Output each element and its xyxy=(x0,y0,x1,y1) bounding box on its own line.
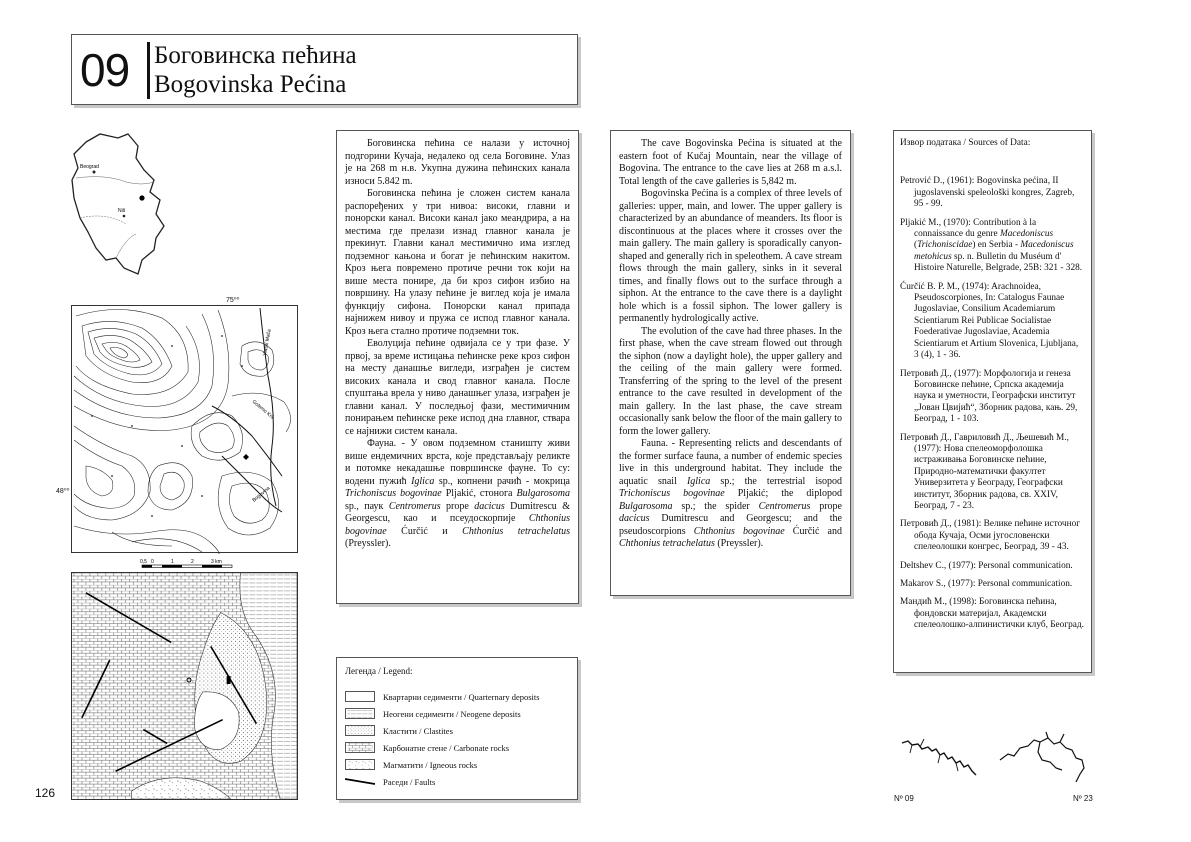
cave-plan-09 xyxy=(900,735,980,783)
swatch-clastites xyxy=(345,725,375,736)
coord-top-label: 75⁰⁰ xyxy=(226,297,240,304)
scale-label-zero: 0 xyxy=(151,559,154,565)
english-paragraph-location: The cave Bogovinska Pećina is situated at the eastern foot of Kučaj Mountain, near the village of Bogovina. The entrance to the cave lies at 268 m a.s.l. Total length of the cave galleries is 5,842 m. xyxy=(619,138,842,187)
reference-item: Петровић Д., (1977): Морфологија и генеза Боговинске пећине, Српска академија наука и уметности, Географски институт „Јован Цвијић“, Зборник радова, кањ. 29, Београд, 1 - 103. xyxy=(900,368,1078,425)
sources-title: Извор података / Sources of Data: xyxy=(900,138,1031,148)
serbian-description xyxy=(336,130,579,604)
coord-left-label: 48⁰⁰ xyxy=(56,488,70,495)
sources-of-data xyxy=(893,130,1092,673)
english-paragraph-fauna: Fauna. - Representing relicts and descendants of the former surface fauna, a number of endemic species live in this underground habitat. They include the aquatic snail Iglica sp.; the terrestrial isopod Trichoniscus bogovinae Pljakić; the diplopod Bulgarosoma sp.; the spider Centromerus prope dacicus Dumitrescu and Georgescu; and the pseudoscorpions Chthonius bogovinae Ćurčić and Chthonius tetrachelatus (Preyssler). xyxy=(619,438,842,549)
scale-label-two: 2 xyxy=(191,559,194,565)
map-legend xyxy=(336,657,578,800)
reference-item: Мандић М., (1998): Боговинска пећина, фондовски материјал, Академски спелеолошко-алпинистички клуб, Београд. xyxy=(900,597,1084,631)
serbia-locator-map xyxy=(66,128,176,278)
reference-item: Петровић Д., (1981): Велике пећине источног обода Кучаја, Осми југословенски спелеолошки конгрес, Београд, 39 - 43. xyxy=(900,519,1081,553)
cave-plan-label-09: Nº 09 xyxy=(894,794,914,803)
map-label-beograd: Beograd xyxy=(80,164,99,170)
serbian-paragraph-location: Боговинска пећина се налази у источној подгорини Кучаја, недалеко од села Боговине. Улаз је на 268 m н.в. Укупна дужина пећинских канала износи 5.842 m. xyxy=(345,138,570,187)
cave-name-cyrillic: Боговинска пећина xyxy=(154,42,357,69)
reference-item: Deltshev C., (1977): Personal communication. xyxy=(900,560,1073,571)
topographic-contours xyxy=(72,306,299,554)
title-divider xyxy=(147,42,150,99)
cave-name-latin: Bogovinska Pećina xyxy=(154,71,347,98)
legend-item-carbonate: Карбонатне стене / Carbonate rocks xyxy=(345,739,569,756)
serbian-paragraph-fauna: Фауна. - У овом подземном станишту живи више ендемичних врста, које представљају реликте и потомке некадашње површинске фауне. То су: водени пужић Iglica sp., копнени рачић - мокрица Trichoniscus bogovinae Pljakić, стонога Bulgarosoma sp., паук Centromerus prope dacicus Dumitrescu & Georgescu, као и псеудоскорпије Chthonius bogovinae Ćurčić и Chthonius tetrachelatus (Preyssler). xyxy=(345,438,570,549)
legend-item-faults: Раседи / Faults xyxy=(345,773,569,790)
swatch-neogene xyxy=(345,708,375,719)
legend-item-clastites: Кластити / Clastites xyxy=(345,722,569,739)
reference-item: Petrović D., (1961): Bogovinska pećina, II jugoslavenski speleološki kongres, Zagreb, 95 - 99. xyxy=(900,176,1075,210)
topographic-map xyxy=(71,305,298,553)
topo-label-vlaski-maca: Vlaški Mača xyxy=(262,328,273,357)
legend-item-neogene: Неогени седименти / Neogene deposits xyxy=(345,705,569,722)
swatch-quaternary xyxy=(345,691,375,702)
swatch-igneous xyxy=(345,759,375,770)
scale-label-one: 1 xyxy=(171,559,174,565)
serbian-paragraph-structure: Боговинска пећина је сложен систем канала распоређених у три нивоа: високи, главни и понорски канал. Високи канал јако меандрира, а на местима где прелази изнад главног канала је прекинут. Главни канал местимично има изглед подземног кањона и богат је пећинским накитом. Кроз њега повремено протиче речни ток који на више места понире, да би кроз сифон избио на површину. На улазу пећине је виглед која је имала функцију сифона. Понорски канал припада најнижем нивоу и пружа се испод главног канала. Кроз њега стално протиче подземни ток. xyxy=(345,188,570,337)
cave-plan-label-23: Nº 23 xyxy=(1073,794,1093,803)
legend-item-quaternary: Квартарни седименти / Quarternary deposits xyxy=(345,688,569,705)
scale-label-half: 0,5 xyxy=(140,559,147,565)
legend-item-igneous: Магматити / Igneous rocks xyxy=(345,756,569,773)
english-paragraph-evolution: The evolution of the cave had three phases. In the first phase, when the cave stream flowed out through the siphon (now a daylight hole), the upper gallery and the ceiling of the main gallery were formed. Transferring of the spring to the level of the present entrance to the cave resulted in development of the main gallery. In the last phase, the cave stream occasionally sank below the floor of the main gallery to form the lower gallery. xyxy=(619,325,842,437)
page-number: 126 xyxy=(35,786,56,800)
topo-label-bogovina: Bogovina xyxy=(251,485,272,504)
reference-item: Ćurčić B. P. M., (1974): Arachnoidea, Pseudoscorpiones, In: Catalogus Faunae Jugoslaviae, Consilium Academiarum Scientiarum Rei Publicae Socialistae Foederativae Jugoslaviae, Academia Scientiarum et Artium Slovenica, Ljubljana, 3 (4), 1 - 36. xyxy=(900,281,1079,361)
topo-label-golemo-krs: Golemo Krš xyxy=(250,398,275,421)
legend-title: Легенда / Legend: xyxy=(345,666,413,676)
map-label-nis: Niš xyxy=(118,208,126,214)
english-description xyxy=(610,130,851,596)
geological-map xyxy=(71,572,298,800)
reference-item: Петровић Д., Гавриловић Д., Љешевић М., (1977): Нова спелеоморфолошка истраживања Боговинске пећине, Природно-математички факултет Универзитета у Београду, Географски институт, Зборник радова, св. XXIV, Београд, 7 - 23. xyxy=(900,432,1069,511)
swatch-carbonate xyxy=(345,742,375,753)
swatch-faults xyxy=(345,776,375,787)
scale-bar xyxy=(140,557,240,569)
title-box xyxy=(71,34,578,105)
serbian-paragraph-evolution: Еволуција пећине одвијала се у три фазе. У првој, за време истицања пећинске реке кроз сифон на месту данашње вигледи, изграђен је систем високих канала и свод главног канала. После спуштања врела у ниво данашњег улаза, изграђен је главни канал. У последњој фази, местимичним понирањем пећинске реке испод дна главног, ствара се најнижи систем канала. xyxy=(345,338,570,437)
cave-number: 09 xyxy=(80,44,130,96)
cave-plan-23 xyxy=(998,730,1090,785)
reference-item: Makarov S., (1977): Personal communication. xyxy=(900,579,1073,589)
reference-item: Pljakić M., (1970): Contribution à la connaissance du genre Macedoniscus (Trichoniscidae) en Serbia - Macedoniscus metohicus sp. n. Bulletin du Muséum d' Histoire Naturelle, Belgrade, 25B: 321 - 328. xyxy=(900,217,1083,274)
scale-label-three: 3 km xyxy=(211,559,222,565)
english-paragraph-structure: Bogovinska Pećina is a complex of three levels of galleries: upper, main, and lower. The upper gallery is characterized by an abundance of meanders. Its floor is discontinuous at the places where it crosses over the main gallery. The main gallery is sporadically canyon-shaped and generally rich in speleothem. A cave stream flows through the main gallery, sinks in it several times, and finally flows out to the surface through a siphon. At the entrance to the cave there is a daylight hole which is a fossil siphon. The lower gallery is permanently hydrologically active. xyxy=(619,188,842,324)
